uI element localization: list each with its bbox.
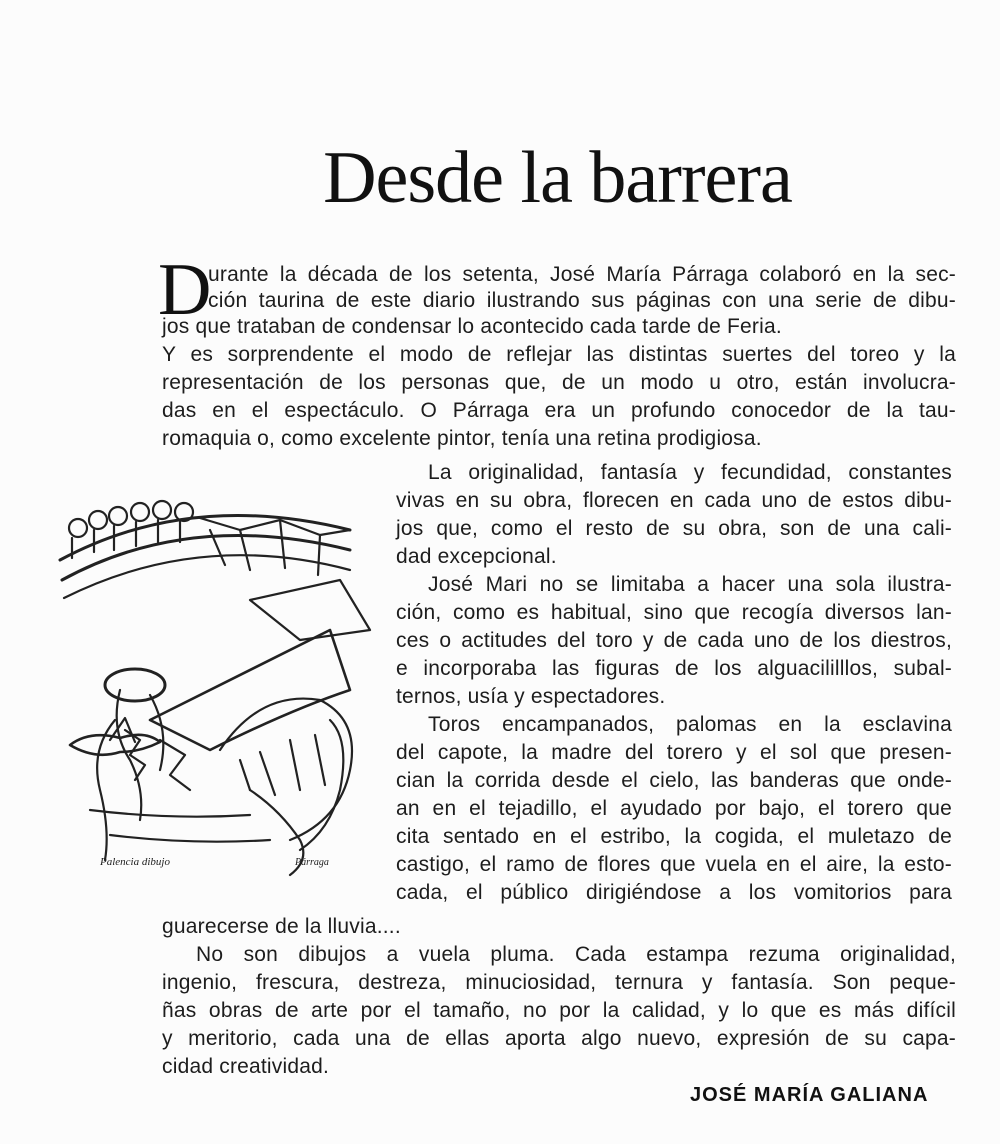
body-line: Toros encampanados, palomas en la esclavina <box>428 713 952 736</box>
bullfight-drawing <box>50 490 380 880</box>
body-line: dad excepcional. <box>396 545 557 568</box>
body-line: ción taurina de este diario ilustrando sus páginas con una serie de dibu- <box>208 289 956 312</box>
body-line: jos que, como el resto de su obra, son de una cali- <box>396 517 952 540</box>
body-line: ces o actitudes del toro y de cada uno de los diestros, <box>396 629 952 652</box>
illustration-signature-right: Párraga <box>295 857 329 868</box>
body-line: vivas en su obra, florecen en cada uno de estos dibu- <box>396 489 952 512</box>
illustration-signature-left: Palencia dibujo <box>100 856 170 868</box>
body-line: ñas obras de arte por el tamaño, no por la calidad, y lo que es más difícil <box>162 999 956 1022</box>
body-line: castigo, el ramo de flores que vuela en el aire, la esto- <box>396 853 952 876</box>
body-line: cidad creatividad. <box>162 1055 330 1078</box>
body-line: romaquia o, como excelente pintor, tenía una retina prodigiosa. <box>162 427 762 450</box>
body-line: urante la década de los setenta, José María Párraga colaboró en la sec- <box>208 263 956 286</box>
drop-cap: D <box>158 249 212 331</box>
body-line: ingenio, frescura, destreza, minuciosidad, ternura y fantasía. Son peque- <box>162 971 956 994</box>
author-byline: JOSÉ MARÍA GALIANA <box>690 1084 929 1106</box>
body-line: das en el espectáculo. O Párraga era un profundo conocedor de la tau- <box>162 399 956 422</box>
body-line: jos que trataban de condensar lo acontecido cada tarde de Feria. <box>162 315 782 338</box>
body-line: cita sentado en el estribo, la cogida, el muletazo de <box>396 825 952 848</box>
body-line: y meritorio, cada una de ellas aporta algo nuevo, expresión de su capa- <box>162 1027 956 1050</box>
body-line: Y es sorprendente el modo de reflejar las distintas suertes del toreo y la <box>162 343 956 366</box>
bullfight-illustration <box>50 490 380 885</box>
body-line: ternos, usía y espectadores. <box>396 685 666 708</box>
body-line: José Mari no se limitaba a hacer una sola ilustra- <box>428 573 952 596</box>
body-line: La originalidad, fantasía y fecundidad, constantes <box>428 461 952 484</box>
body-line: No son dibujos a vuela pluma. Cada estampa rezuma originalidad, <box>196 943 956 966</box>
body-line: e incorporaba las figuras de los alguacililllos, subal- <box>396 657 952 680</box>
body-line: an en el tejadillo, el ayudado por bajo, el torero que <box>396 797 952 820</box>
body-line: cada, el público dirigiéndose a los vomitorios para <box>396 881 952 904</box>
body-line: ción, como es habitual, sino que recogía diversos lan- <box>396 601 952 624</box>
body-line: cian la corrida desde el cielo, las banderas que onde- <box>396 769 952 792</box>
body-line: representación de los personas que, de un modo u otro, están involucra- <box>162 371 956 394</box>
body-line: del capote, la madre del torero y el sol que presen- <box>396 741 952 764</box>
article-title: Desde la barrera <box>323 137 792 219</box>
body-line: guarecerse de la lluvia.... <box>162 915 401 938</box>
